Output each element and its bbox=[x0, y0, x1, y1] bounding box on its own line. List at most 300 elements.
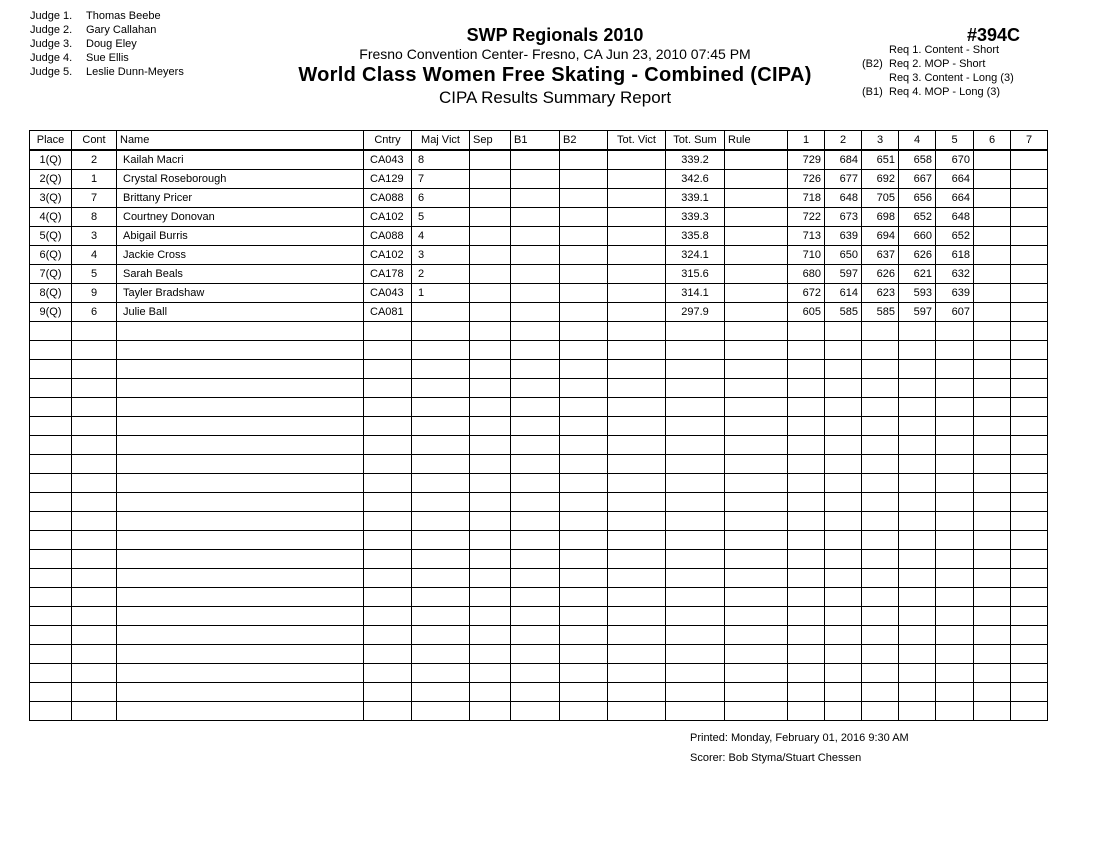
cell-judge-3 bbox=[862, 360, 899, 379]
cell-place bbox=[30, 626, 72, 645]
cell-place bbox=[30, 474, 72, 493]
cell-b2 bbox=[560, 189, 608, 208]
cell-sep bbox=[470, 531, 511, 550]
cell-sep bbox=[470, 150, 511, 170]
cell-tot-vict bbox=[608, 341, 666, 360]
cell-b2 bbox=[560, 227, 608, 246]
cell-sep bbox=[470, 170, 511, 189]
cell-maj-vict bbox=[412, 588, 470, 607]
cell-sep bbox=[470, 322, 511, 341]
cell-judge-1 bbox=[788, 493, 825, 512]
cell-judge-1: 710 bbox=[788, 246, 825, 265]
cell-b1 bbox=[511, 189, 560, 208]
cell-rule bbox=[725, 550, 788, 569]
cell-cont bbox=[72, 455, 117, 474]
cell-judge-3 bbox=[862, 683, 899, 702]
cell-judge-6 bbox=[974, 569, 1011, 588]
cell-sep bbox=[470, 436, 511, 455]
cell-judge-7 bbox=[1011, 227, 1048, 246]
cell-judge-4 bbox=[899, 702, 936, 721]
cell-judge-3 bbox=[862, 664, 899, 683]
cell-judge-7 bbox=[1011, 436, 1048, 455]
cell-judge-3 bbox=[862, 417, 899, 436]
cell-tot-sum bbox=[666, 550, 725, 569]
cell-judge-2: 585 bbox=[825, 303, 862, 322]
cell-cntry bbox=[364, 322, 412, 341]
cell-sep bbox=[470, 284, 511, 303]
cell-b2 bbox=[560, 588, 608, 607]
cell-tot-sum bbox=[666, 360, 725, 379]
cell-judge-5 bbox=[936, 664, 974, 683]
cell-tot-vict bbox=[608, 607, 666, 626]
cell-judge-5: 664 bbox=[936, 189, 974, 208]
cell-judge-5: 632 bbox=[936, 265, 974, 284]
cell-b1 bbox=[511, 531, 560, 550]
cell-tot-sum: 315.6 bbox=[666, 265, 725, 284]
cell-tot-sum bbox=[666, 683, 725, 702]
cell-judge-2 bbox=[825, 436, 862, 455]
cell-maj-vict bbox=[412, 303, 470, 322]
cell-cntry bbox=[364, 341, 412, 360]
cell-b2 bbox=[560, 569, 608, 588]
cell-tot-vict bbox=[608, 626, 666, 645]
judge-2 bbox=[30, 23, 184, 37]
judge-label: Judge 1. bbox=[30, 10, 73, 22]
cell-rule bbox=[725, 265, 788, 284]
cell-place bbox=[30, 607, 72, 626]
cell-b1 bbox=[511, 607, 560, 626]
cell-judge-2 bbox=[825, 474, 862, 493]
cell-judge-1 bbox=[788, 341, 825, 360]
cell-tot-sum bbox=[666, 626, 725, 645]
col-header-b1: B1 bbox=[511, 131, 560, 151]
cell-judge-1 bbox=[788, 360, 825, 379]
requirement-text: Req 3. Content - Long (3) bbox=[889, 72, 1014, 84]
cell-judge-3 bbox=[862, 531, 899, 550]
empty-table-row bbox=[30, 702, 1048, 721]
cell-judge-1: 680 bbox=[788, 265, 825, 284]
cell-judge-2: 648 bbox=[825, 189, 862, 208]
col-header-judge-7: 7 bbox=[1011, 131, 1048, 151]
empty-table-row bbox=[30, 569, 1048, 588]
cell-judge-5 bbox=[936, 569, 974, 588]
cell-cont bbox=[72, 607, 117, 626]
cell-tot-sum bbox=[666, 645, 725, 664]
empty-table-row bbox=[30, 322, 1048, 341]
cell-judge-5: 607 bbox=[936, 303, 974, 322]
cell-maj-vict bbox=[412, 702, 470, 721]
cell-name bbox=[117, 379, 364, 398]
cell-b1 bbox=[511, 645, 560, 664]
table-row bbox=[30, 227, 1048, 246]
cell-judge-7 bbox=[1011, 150, 1048, 170]
judge-label: Judge 5. bbox=[30, 66, 73, 78]
cell-b2 bbox=[560, 607, 608, 626]
cell-b1 bbox=[511, 303, 560, 322]
cell-judge-1 bbox=[788, 626, 825, 645]
cell-tot-vict bbox=[608, 417, 666, 436]
cell-judge-5 bbox=[936, 322, 974, 341]
cell-judge-5 bbox=[936, 531, 974, 550]
requirement-3 bbox=[862, 71, 1014, 85]
cell-rule bbox=[725, 455, 788, 474]
cell-tot-sum bbox=[666, 398, 725, 417]
cell-cont: 5 bbox=[72, 265, 117, 284]
col-header-name: Name bbox=[117, 131, 364, 151]
cell-cntry bbox=[364, 626, 412, 645]
cell-judge-5 bbox=[936, 702, 974, 721]
cell-cntry bbox=[364, 550, 412, 569]
cell-judge-7 bbox=[1011, 474, 1048, 493]
cell-judge-7 bbox=[1011, 322, 1048, 341]
cell-judge-4 bbox=[899, 455, 936, 474]
cell-cont: 4 bbox=[72, 246, 117, 265]
cell-maj-vict bbox=[412, 550, 470, 569]
cell-judge-2 bbox=[825, 645, 862, 664]
cell-b1 bbox=[511, 170, 560, 189]
cell-rule bbox=[725, 417, 788, 436]
cell-rule bbox=[725, 664, 788, 683]
cell-cont bbox=[72, 398, 117, 417]
cell-judge-3 bbox=[862, 588, 899, 607]
cell-judge-3: 651 bbox=[862, 150, 899, 170]
cell-judge-1 bbox=[788, 398, 825, 417]
cell-judge-3 bbox=[862, 455, 899, 474]
cell-tot-vict bbox=[608, 246, 666, 265]
cell-tot-sum bbox=[666, 436, 725, 455]
cell-tot-sum: 339.3 bbox=[666, 208, 725, 227]
cell-judge-3: 637 bbox=[862, 246, 899, 265]
empty-table-row bbox=[30, 645, 1048, 664]
judge-1 bbox=[30, 9, 184, 23]
cell-sep bbox=[470, 550, 511, 569]
cell-name bbox=[117, 322, 364, 341]
cell-judge-5: 648 bbox=[936, 208, 974, 227]
cell-rule bbox=[725, 170, 788, 189]
cell-judge-7 bbox=[1011, 455, 1048, 474]
cell-cntry bbox=[364, 493, 412, 512]
cell-cntry bbox=[364, 455, 412, 474]
cell-b2 bbox=[560, 341, 608, 360]
cell-name bbox=[117, 569, 364, 588]
cell-judge-7 bbox=[1011, 208, 1048, 227]
cell-judge-7 bbox=[1011, 170, 1048, 189]
table-row bbox=[30, 150, 1048, 170]
empty-table-row bbox=[30, 512, 1048, 531]
scorer-line: Scorer: Bob Styma/Stuart Chessen bbox=[690, 752, 862, 764]
cell-sep bbox=[470, 417, 511, 436]
cell-sep bbox=[470, 512, 511, 531]
cell-b2 bbox=[560, 398, 608, 417]
cell-rule bbox=[725, 645, 788, 664]
empty-table-row bbox=[30, 436, 1048, 455]
cell-sep bbox=[470, 360, 511, 379]
cell-b2 bbox=[560, 265, 608, 284]
cell-b1 bbox=[511, 341, 560, 360]
cell-maj-vict: 4 bbox=[412, 227, 470, 246]
cell-rule bbox=[725, 208, 788, 227]
cell-b1 bbox=[511, 322, 560, 341]
col-header-place: Place bbox=[30, 131, 72, 151]
cell-b2 bbox=[560, 512, 608, 531]
cell-rule bbox=[725, 189, 788, 208]
cell-judge-4 bbox=[899, 379, 936, 398]
cell-name bbox=[117, 398, 364, 417]
cell-sep bbox=[470, 303, 511, 322]
cell-judge-7 bbox=[1011, 569, 1048, 588]
cell-place: 1(Q) bbox=[30, 150, 72, 170]
cell-cntry: CA102 bbox=[364, 208, 412, 227]
cell-judge-6 bbox=[974, 208, 1011, 227]
cell-judge-6 bbox=[974, 645, 1011, 664]
table-row bbox=[30, 284, 1048, 303]
cell-maj-vict bbox=[412, 512, 470, 531]
cell-judge-4 bbox=[899, 322, 936, 341]
cell-judge-2: 597 bbox=[825, 265, 862, 284]
cell-sep bbox=[470, 398, 511, 417]
cell-tot-sum: 342.6 bbox=[666, 170, 725, 189]
cell-cntry bbox=[364, 607, 412, 626]
cell-b2 bbox=[560, 322, 608, 341]
cell-cont bbox=[72, 569, 117, 588]
cell-place bbox=[30, 569, 72, 588]
cell-place bbox=[30, 398, 72, 417]
cell-judge-7 bbox=[1011, 683, 1048, 702]
cell-judge-1 bbox=[788, 474, 825, 493]
cell-b1 bbox=[511, 227, 560, 246]
empty-table-row bbox=[30, 550, 1048, 569]
cell-tot-vict bbox=[608, 322, 666, 341]
cell-cntry: CA088 bbox=[364, 189, 412, 208]
cell-judge-3: 698 bbox=[862, 208, 899, 227]
empty-table-row bbox=[30, 626, 1048, 645]
cell-maj-vict: 5 bbox=[412, 208, 470, 227]
cell-judge-4: 667 bbox=[899, 170, 936, 189]
cell-judge-5: 664 bbox=[936, 170, 974, 189]
cell-judge-1: 605 bbox=[788, 303, 825, 322]
cell-judge-5 bbox=[936, 398, 974, 417]
cell-judge-4: 597 bbox=[899, 303, 936, 322]
cell-judge-2 bbox=[825, 493, 862, 512]
cell-name: Julie Ball bbox=[117, 303, 364, 322]
cell-judge-4: 593 bbox=[899, 284, 936, 303]
cell-judge-6 bbox=[974, 246, 1011, 265]
cell-b2 bbox=[560, 170, 608, 189]
cell-place bbox=[30, 550, 72, 569]
cell-judge-1 bbox=[788, 455, 825, 474]
cell-judge-6 bbox=[974, 417, 1011, 436]
cell-name bbox=[117, 626, 364, 645]
cell-judge-7 bbox=[1011, 607, 1048, 626]
cell-rule bbox=[725, 360, 788, 379]
cell-judge-1 bbox=[788, 436, 825, 455]
cell-tot-vict bbox=[608, 588, 666, 607]
col-header-rule: Rule bbox=[725, 131, 788, 151]
cell-judge-2 bbox=[825, 607, 862, 626]
cell-place bbox=[30, 588, 72, 607]
cell-judge-5 bbox=[936, 379, 974, 398]
cell-judge-4: 621 bbox=[899, 265, 936, 284]
cell-cont bbox=[72, 379, 117, 398]
cell-judge-1 bbox=[788, 588, 825, 607]
cell-judge-2: 673 bbox=[825, 208, 862, 227]
cell-judge-5 bbox=[936, 341, 974, 360]
cell-place bbox=[30, 436, 72, 455]
requirement-4 bbox=[862, 85, 1014, 99]
requirement-text: Req 1. Content - Short bbox=[889, 44, 1000, 56]
empty-table-row bbox=[30, 455, 1048, 474]
cell-maj-vict bbox=[412, 493, 470, 512]
cell-tot-sum bbox=[666, 702, 725, 721]
cell-judge-4 bbox=[899, 550, 936, 569]
cell-b1 bbox=[511, 455, 560, 474]
cell-b2 bbox=[560, 284, 608, 303]
cell-rule bbox=[725, 341, 788, 360]
cell-b1 bbox=[511, 702, 560, 721]
cell-judge-3: 705 bbox=[862, 189, 899, 208]
cell-judge-3: 626 bbox=[862, 265, 899, 284]
cell-name bbox=[117, 341, 364, 360]
empty-table-row bbox=[30, 531, 1048, 550]
cell-rule bbox=[725, 626, 788, 645]
cell-sep bbox=[470, 702, 511, 721]
cell-cntry bbox=[364, 436, 412, 455]
cell-b1 bbox=[511, 379, 560, 398]
cell-maj-vict bbox=[412, 607, 470, 626]
cell-rule bbox=[725, 379, 788, 398]
table-row bbox=[30, 246, 1048, 265]
cell-b1 bbox=[511, 208, 560, 227]
cell-judge-4: 626 bbox=[899, 246, 936, 265]
cell-maj-vict bbox=[412, 455, 470, 474]
cell-judge-6 bbox=[974, 150, 1011, 170]
cell-name bbox=[117, 474, 364, 493]
cell-judge-6 bbox=[974, 493, 1011, 512]
cell-cntry bbox=[364, 360, 412, 379]
cell-b2 bbox=[560, 664, 608, 683]
cell-cont bbox=[72, 341, 117, 360]
cell-judge-1: 722 bbox=[788, 208, 825, 227]
cell-place bbox=[30, 341, 72, 360]
cell-b1 bbox=[511, 626, 560, 645]
judge-label: Judge 4. bbox=[30, 52, 73, 64]
judge-name: Thomas Beebe bbox=[86, 10, 161, 22]
cell-cntry: CA102 bbox=[364, 246, 412, 265]
cell-sep bbox=[470, 379, 511, 398]
cell-cont bbox=[72, 436, 117, 455]
cell-maj-vict bbox=[412, 569, 470, 588]
cell-cont: 6 bbox=[72, 303, 117, 322]
cell-judge-4 bbox=[899, 645, 936, 664]
requirement-2 bbox=[862, 57, 1014, 71]
empty-table-row bbox=[30, 493, 1048, 512]
empty-table-row bbox=[30, 360, 1048, 379]
cell-tot-sum bbox=[666, 417, 725, 436]
cell-judge-3 bbox=[862, 512, 899, 531]
table-header-row bbox=[30, 131, 1048, 151]
cell-place bbox=[30, 493, 72, 512]
empty-table-row bbox=[30, 683, 1048, 702]
col-header-maj-vict: Maj Vict bbox=[412, 131, 470, 151]
cell-tot-sum bbox=[666, 341, 725, 360]
cell-judge-1 bbox=[788, 417, 825, 436]
cell-judge-3: 694 bbox=[862, 227, 899, 246]
cell-judge-7 bbox=[1011, 246, 1048, 265]
requirement-text: Req 2. MOP - Short bbox=[889, 58, 986, 70]
cell-rule bbox=[725, 474, 788, 493]
cell-maj-vict bbox=[412, 436, 470, 455]
cell-cont bbox=[72, 683, 117, 702]
cell-rule bbox=[725, 436, 788, 455]
cell-tot-vict bbox=[608, 227, 666, 246]
cell-tot-vict bbox=[608, 702, 666, 721]
cell-judge-5 bbox=[936, 493, 974, 512]
cell-judge-1 bbox=[788, 683, 825, 702]
cell-cont: 8 bbox=[72, 208, 117, 227]
cell-judge-6 bbox=[974, 341, 1011, 360]
cell-cont bbox=[72, 322, 117, 341]
cell-name: Brittany Pricer bbox=[117, 189, 364, 208]
cell-name bbox=[117, 607, 364, 626]
cell-judge-6 bbox=[974, 607, 1011, 626]
cell-place bbox=[30, 322, 72, 341]
cell-judge-4 bbox=[899, 493, 936, 512]
cell-judge-6 bbox=[974, 303, 1011, 322]
col-header-judge-4: 4 bbox=[899, 131, 936, 151]
cell-cntry: CA043 bbox=[364, 284, 412, 303]
cell-judge-2 bbox=[825, 398, 862, 417]
cell-judge-2 bbox=[825, 360, 862, 379]
cell-cntry bbox=[364, 702, 412, 721]
cell-rule bbox=[725, 569, 788, 588]
cell-judge-2: 614 bbox=[825, 284, 862, 303]
cell-b2 bbox=[560, 702, 608, 721]
cell-judge-2 bbox=[825, 569, 862, 588]
table-row bbox=[30, 265, 1048, 284]
cell-tot-vict bbox=[608, 265, 666, 284]
cell-b2 bbox=[560, 645, 608, 664]
cell-tot-sum bbox=[666, 455, 725, 474]
empty-table-row bbox=[30, 398, 1048, 417]
cell-place bbox=[30, 455, 72, 474]
cell-name bbox=[117, 531, 364, 550]
cell-b1 bbox=[511, 664, 560, 683]
requirements-list bbox=[862, 43, 1014, 99]
cell-judge-2: 639 bbox=[825, 227, 862, 246]
judge-name: Gary Callahan bbox=[86, 24, 157, 36]
cell-judge-2 bbox=[825, 322, 862, 341]
cell-cntry: CA043 bbox=[364, 150, 412, 170]
cell-b2 bbox=[560, 246, 608, 265]
cell-place: 9(Q) bbox=[30, 303, 72, 322]
cell-b2 bbox=[560, 417, 608, 436]
results-body bbox=[30, 150, 1048, 721]
cell-sep bbox=[470, 474, 511, 493]
printed-timestamp: Printed: Monday, February 01, 2016 9:30 AM bbox=[690, 732, 909, 744]
requirement-prefix: (B1) bbox=[862, 86, 883, 98]
cell-b2 bbox=[560, 683, 608, 702]
cell-cont: 9 bbox=[72, 284, 117, 303]
cell-b2 bbox=[560, 436, 608, 455]
venue-line: Fresno Convention Center- Fresno, CA Jun 23, 2010 07:45 PM bbox=[359, 46, 751, 62]
cell-judge-5 bbox=[936, 436, 974, 455]
cell-judge-1 bbox=[788, 512, 825, 531]
judge-3 bbox=[30, 37, 184, 51]
cell-judge-6 bbox=[974, 265, 1011, 284]
cell-b2 bbox=[560, 303, 608, 322]
cell-sep bbox=[470, 683, 511, 702]
cell-sep bbox=[470, 246, 511, 265]
